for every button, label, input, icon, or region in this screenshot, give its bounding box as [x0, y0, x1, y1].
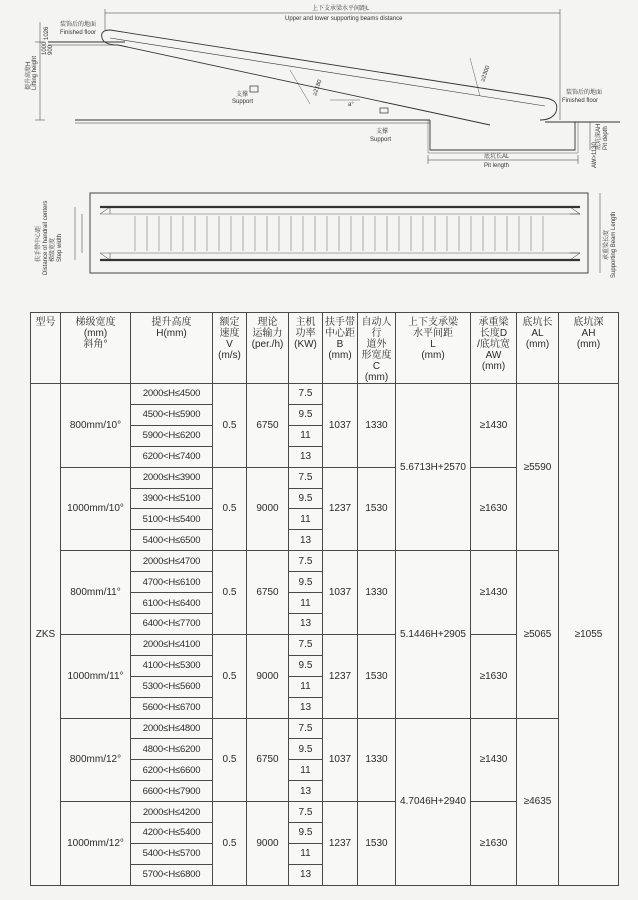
capacity-cell: 6750 — [247, 384, 289, 468]
support-cn-low: 支撑 — [376, 129, 389, 135]
handrail-distance-en: Distance of handrail centers — [43, 200, 49, 275]
lift-height-cell: 6600<H≤7900 — [131, 781, 213, 802]
lift-height-cell: 2000≤H≤3900 — [131, 467, 213, 488]
power-cell: 7.5 — [289, 384, 323, 405]
header-beam-length: 承重梁 长度D /底坑宽 AW (mm) — [471, 313, 517, 384]
lift-height-cell: 6100<H≤6400 — [131, 593, 213, 614]
speed-cell: 0.5 — [213, 551, 247, 635]
handrail-cell: 1037 — [323, 718, 358, 802]
outline-cell: 1330 — [358, 384, 396, 468]
finished-floor-cn-left: 装饰后的地面 — [60, 22, 97, 28]
beam-length-cell: ≥1630 — [471, 802, 517, 886]
beam-length-cell: ≥1430 — [471, 384, 517, 468]
aw-label: AW>1130 — [592, 142, 598, 168]
angle-label: a° — [348, 102, 354, 108]
lift-height-cell: 2000≤H≤4800 — [131, 718, 213, 739]
outline-cell: 1530 — [358, 467, 396, 551]
power-cell: 11 — [289, 676, 323, 697]
pit-length-cell: ≥4635 — [517, 718, 559, 885]
handrail-cell: 1237 — [323, 467, 358, 551]
table-row — [31, 551, 619, 572]
pit-depth-cell: ≥1055 — [559, 384, 619, 886]
outline-cell: 1530 — [358, 634, 396, 718]
dim-2300: ≥2300 — [480, 64, 492, 83]
step-width-en: Step width — [57, 233, 63, 262]
width-angle-cell: 1000mm/12° — [61, 802, 131, 886]
lift-height-cell: 5400<H≤5700 — [131, 843, 213, 864]
header-pit-depth: 底坑深 AH (mm) — [559, 313, 619, 384]
step-lines — [135, 216, 543, 251]
handrail-cell: 1237 — [323, 802, 358, 886]
header-handrail: 扶手带 中心距 B (mm) — [323, 313, 358, 384]
header-power: 主机 功率 (KW) — [289, 313, 323, 384]
plan-view-drawing — [75, 193, 600, 273]
speed-cell: 0.5 — [213, 467, 247, 551]
pit-length-cell: ≥5065 — [517, 551, 559, 718]
support-en-low: Support — [370, 137, 392, 143]
lift-height-cell: 3900<H≤5100 — [131, 488, 213, 509]
pit-depth-en: Pit depth — [603, 126, 609, 150]
lift-height-cell: 2000≤H≤4700 — [131, 551, 213, 572]
lift-height-cell: 4500<H≤5900 — [131, 404, 213, 425]
top-dimension-cn: 上下支承梁水平间距L — [312, 6, 370, 12]
speed-cell: 0.5 — [213, 718, 247, 802]
lift-height-cell: 2000≤H≤4200 — [131, 802, 213, 823]
pit-depth-label: 底坑深AH — [596, 123, 602, 150]
model-cell: ZKS — [31, 384, 61, 886]
lift-height-cell: 6200<H≤7400 — [131, 446, 213, 467]
power-cell: 11 — [289, 509, 323, 530]
handrail-distance-cn: 扶手带中心距 — [36, 225, 42, 262]
beam-distance-cell: 5.1446H+2905 — [396, 551, 471, 718]
beam-length-cell: ≥1630 — [471, 467, 517, 551]
lift-height-cell: 4700<H≤6100 — [131, 572, 213, 593]
width-angle-cell: 800mm/12° — [61, 718, 131, 802]
header-beam-distance: 上下支承梁 水平间距 L (mm) — [396, 313, 471, 384]
power-cell: 11 — [289, 425, 323, 446]
power-cell: 9.5 — [289, 488, 323, 509]
handrail-cell: 1037 — [323, 551, 358, 635]
header-model: 型号 — [31, 313, 61, 384]
lift-height-cell: 6400<H≤7700 — [131, 613, 213, 634]
outline-cell: 1330 — [358, 718, 396, 802]
speed-cell: 0.5 — [213, 384, 247, 468]
pit-length-cell: ≥5590 — [517, 384, 559, 551]
step-width-label: 梯级宽度 — [50, 237, 56, 262]
header-pit-length: 底坑长 AL (mm) — [517, 313, 559, 384]
lift-height-cell: 2000≤H≤4100 — [131, 634, 213, 655]
header-row — [31, 313, 619, 384]
power-cell: 11 — [289, 593, 323, 614]
table-row — [31, 384, 619, 405]
power-cell: 7.5 — [289, 718, 323, 739]
power-cell: 9.5 — [289, 823, 323, 844]
dim-1000: 1000 — [42, 41, 48, 55]
speed-cell: 0.5 — [213, 634, 247, 718]
power-cell: 9.5 — [289, 655, 323, 676]
power-cell: 9.5 — [289, 404, 323, 425]
capacity-cell: 9000 — [247, 802, 289, 886]
support-en-mid: Support — [232, 99, 254, 105]
power-cell: 7.5 — [289, 467, 323, 488]
lift-height-cell: 4100<H≤5300 — [131, 655, 213, 676]
header-speed: 额定 速度 V (m/s) — [213, 313, 247, 384]
power-cell: 13 — [289, 864, 323, 885]
lift-height-cell: 4800<H≤6200 — [131, 739, 213, 760]
lift-height-cell: 5900<H≤6200 — [131, 425, 213, 446]
header-outline: 自动人行 道外 形宽度 C (mm) — [358, 313, 396, 384]
power-cell: 13 — [289, 697, 323, 718]
dim-1026: 1026 — [44, 26, 50, 40]
speed-cell: 0.5 — [213, 802, 247, 886]
beam-distance-cell: 4.7046H+2940 — [396, 718, 471, 885]
top-dimension-en: Upper and lower supporting beams distance — [285, 16, 403, 22]
finished-floor-en-left: Finished floor — [60, 30, 97, 36]
header-capacity: 理论 运输力 (per./h) — [247, 313, 289, 384]
beam-length-cell: ≥1430 — [471, 551, 517, 635]
outline-cell: 1330 — [358, 551, 396, 635]
handrail-cell: 1237 — [323, 634, 358, 718]
side-elevation-drawing — [35, 9, 620, 164]
beam-length-cell: ≥1630 — [471, 634, 517, 718]
power-cell: 7.5 — [289, 551, 323, 572]
supporting-beam-length-cn: 承重梁长度 — [604, 229, 610, 260]
width-angle-cell: 800mm/11° — [61, 551, 131, 635]
power-cell: 9.5 — [289, 572, 323, 593]
table-row — [31, 718, 619, 739]
power-cell: 13 — [289, 446, 323, 467]
lifting-height-cn: 提升高度H — [26, 61, 32, 90]
lift-height-cell: 5600<H≤6700 — [131, 697, 213, 718]
power-cell: 7.5 — [289, 634, 323, 655]
finished-floor-en-right: Finished floor — [562, 98, 599, 104]
width-angle-cell: 1000mm/10° — [61, 467, 131, 551]
lift-height-cell: 5300<H≤5600 — [131, 676, 213, 697]
supporting-beam-length-en: Supporting Beam Length — [611, 211, 617, 278]
power-cell: 11 — [289, 843, 323, 864]
spec-table — [30, 312, 619, 886]
lift-height-cell: 5400<H≤6500 — [131, 530, 213, 551]
technical-drawings — [0, 0, 638, 300]
lift-height-cell: 2000≤H≤4500 — [131, 384, 213, 405]
dim-900: 900 — [48, 44, 54, 55]
beam-length-cell: ≥1430 — [471, 718, 517, 802]
lift-height-cell: 6200<H≤6600 — [131, 760, 213, 781]
width-angle-cell: 1000mm/11° — [61, 634, 131, 718]
support-cn-mid: 支撑 — [236, 92, 249, 98]
beam-distance-cell: 5.6713H+2570 — [396, 384, 471, 551]
power-cell: 13 — [289, 613, 323, 634]
power-cell: 9.5 — [289, 739, 323, 760]
lift-height-cell: 5700<H≤6800 — [131, 864, 213, 885]
capacity-cell: 6750 — [247, 551, 289, 635]
header-lift-height: 提升高度 H(mm) — [131, 313, 213, 384]
pit-length-en: Pit length — [484, 163, 510, 169]
lift-height-cell: 4200<H≤5400 — [131, 823, 213, 844]
power-cell: 13 — [289, 781, 323, 802]
power-cell: 7.5 — [289, 802, 323, 823]
spec-table-body — [31, 313, 619, 886]
lifting-height-en: Lifting height — [32, 55, 38, 90]
header-step-width: 梯级宽度 (mm) 斜角° — [61, 313, 131, 384]
capacity-cell: 6750 — [247, 718, 289, 802]
lift-height-cell: 5100<H≤5400 — [131, 509, 213, 530]
power-cell: 13 — [289, 530, 323, 551]
pit-length-cn: 底坑长AL — [484, 154, 510, 160]
capacity-cell: 9000 — [247, 467, 289, 551]
handrail-cell: 1037 — [323, 384, 358, 468]
power-cell: 11 — [289, 760, 323, 781]
width-angle-cell: 800mm/10° — [61, 384, 131, 468]
outline-cell: 1530 — [358, 802, 396, 886]
dim-2180: ≥2180 — [312, 78, 324, 97]
finished-floor-cn-right: 装饰后的地面 — [566, 90, 603, 96]
capacity-cell: 9000 — [247, 634, 289, 718]
